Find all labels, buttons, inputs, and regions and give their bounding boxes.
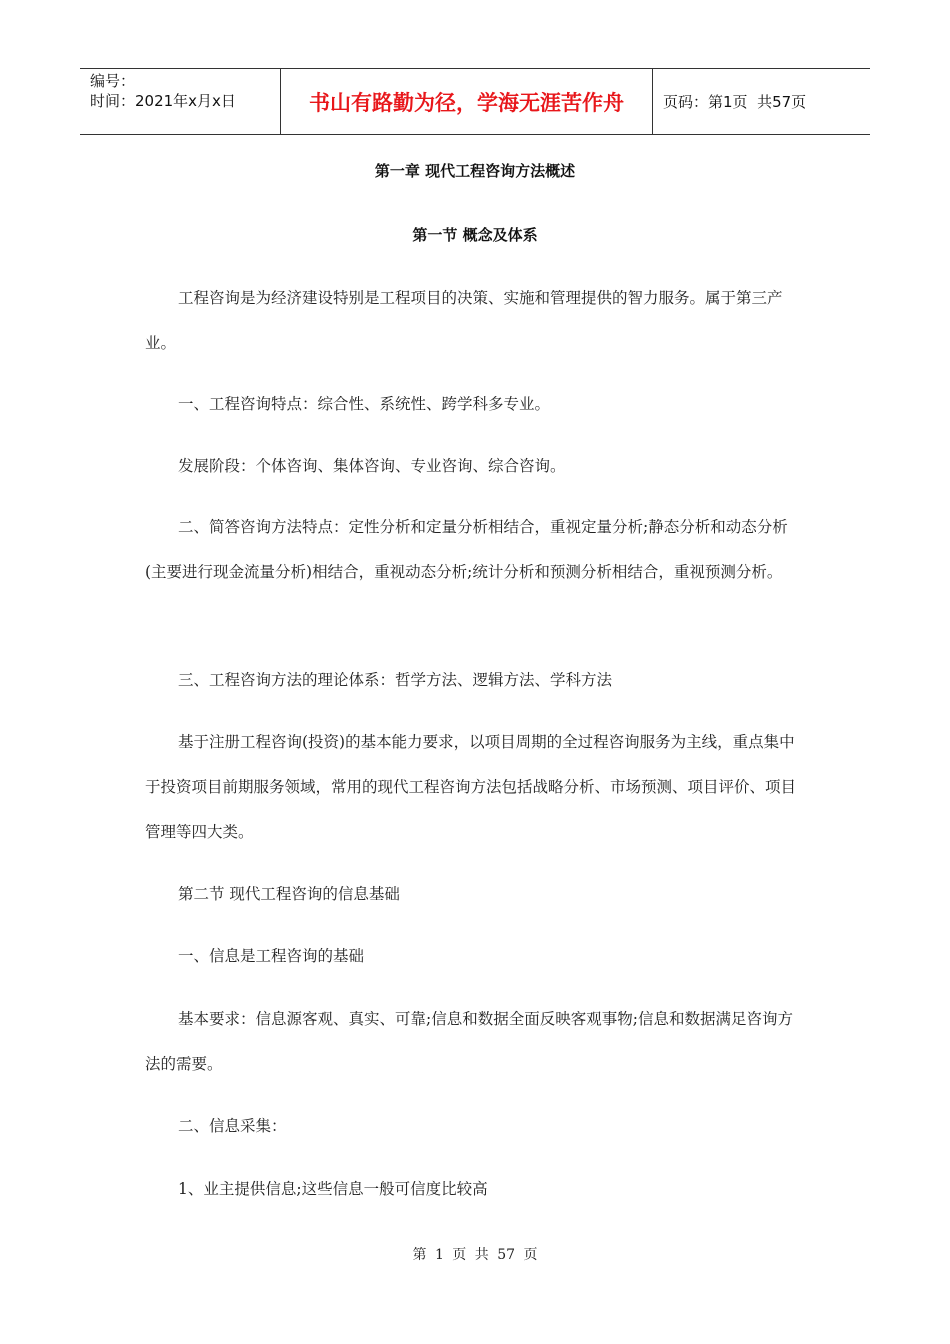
- paragraph: 第二节 现代工程咨询的信息基础: [178, 885, 400, 903]
- paragraph: 基于注册工程咨询(投资)的基本能力要求，以项目周期的全过程咨询服务为主线，重点集中于投资项目前期服务领域，常用的现代工程咨询方法包括战略分析、市场预测、项目评价、项目管理等四大类。: [145, 733, 797, 841]
- section-title: 第一节 概念及体系: [412, 226, 538, 244]
- paragraph: 一、工程咨询特点：综合性、系统性、跨学科多专业。: [178, 395, 551, 413]
- paragraph: 二、简答咨询方法特点：定性分析和定量分析相结合，重视定量分析;静态分析和动态分析(主要进行现金流量分析)相结合，重视动态分析;统计分析和预测分析相结合，重视预测分析。: [145, 518, 788, 581]
- paragraph: 发展阶段：个体咨询、集体咨询、专业咨询、综合咨询。: [178, 457, 566, 475]
- paragraph: 1、业主提供信息;这些信息一般可信度比较高: [178, 1180, 488, 1198]
- paragraph: 三、工程咨询方法的理论体系：哲学方法、逻辑方法、学科方法: [178, 671, 613, 689]
- number-label: 编号：: [90, 72, 136, 90]
- header-motto: 书山有路勤为径，学海无涯苦作舟: [281, 69, 653, 134]
- page-code-text: 页码：第1页 共57页: [663, 93, 807, 111]
- paragraph: 基本要求：信息源客观、真实、可靠;信息和数据全面反映客观事物;信息和数据满足咨询方法的需要。: [145, 1010, 793, 1073]
- page-footer: 第 1 页 共 57 页: [412, 1247, 538, 1263]
- paragraph: 二、信息采集：: [178, 1117, 287, 1135]
- header-page-code: [653, 69, 870, 134]
- paragraph: 工程咨询是为经济建设特别是工程项目的决策、实施和管理提供的智力服务。属于第三产业。: [145, 289, 783, 352]
- time-label: 时间：2021年x月x日: [90, 92, 236, 110]
- document-header: [80, 68, 870, 135]
- paragraph: 一、信息是工程咨询的基础: [178, 947, 365, 965]
- chapter-title: 第一章 现代工程咨询方法概述: [374, 162, 576, 180]
- header-meta: [80, 69, 281, 134]
